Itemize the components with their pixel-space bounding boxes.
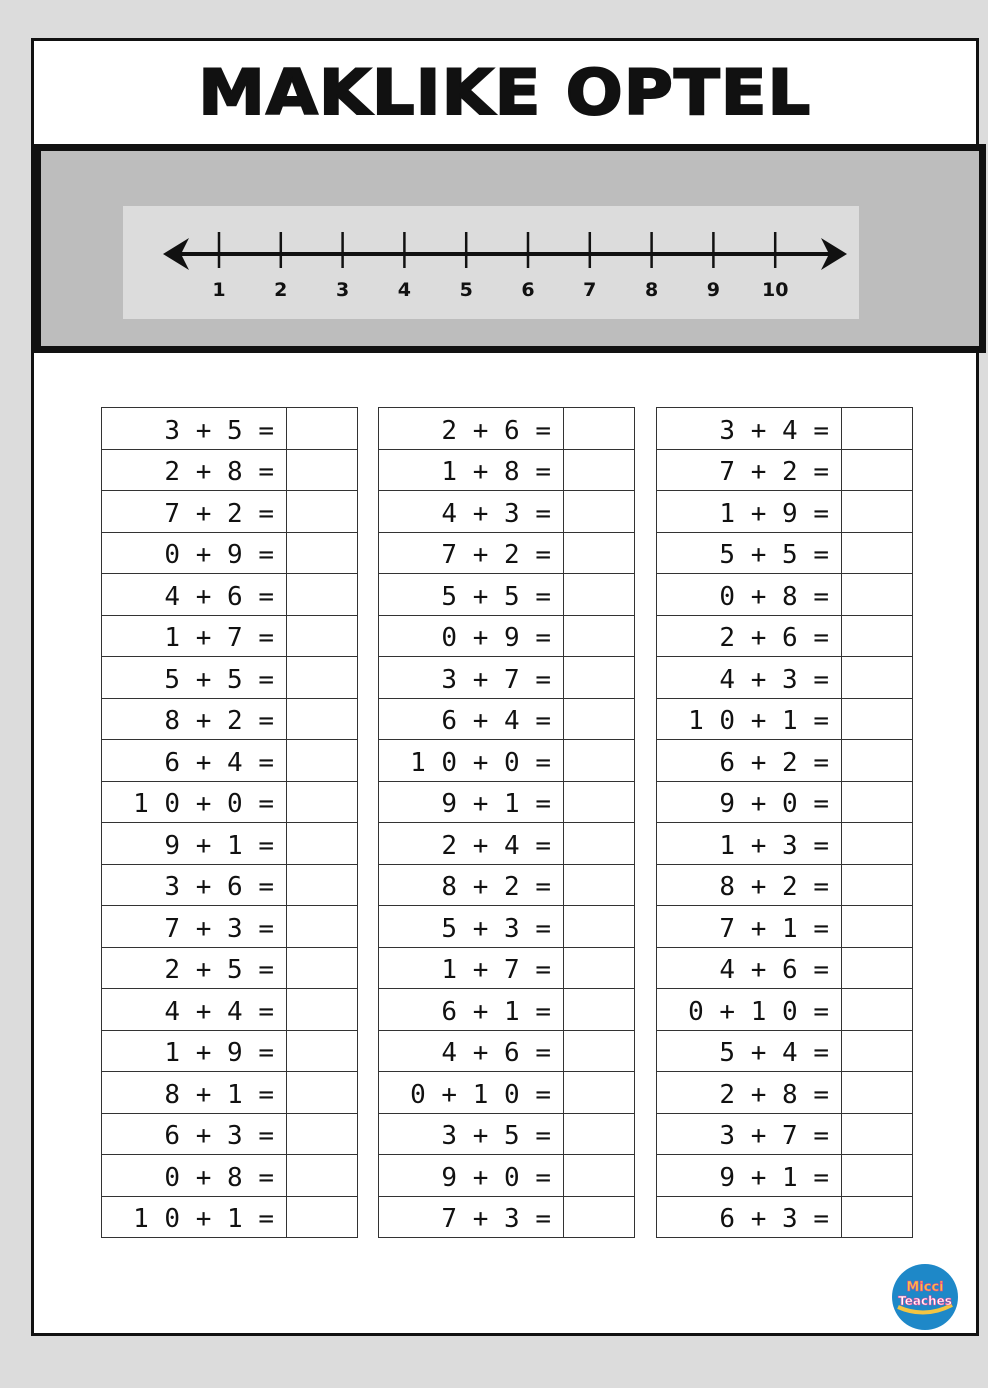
answer-box[interactable] [564,740,635,782]
problem-equation: 6 + 4 = [379,698,564,740]
logo-line1: Micci [906,1280,944,1295]
problem-row [379,408,635,450]
problem-equation: 2 + 6 = [379,408,564,450]
answer-box[interactable] [842,740,913,782]
problem-row [102,740,358,782]
problem-equation: 5 + 4 = [657,1030,842,1072]
problem-equation: 5 + 3 = [379,906,564,948]
answer-box[interactable] [287,1072,358,1114]
answer-box[interactable] [842,408,913,450]
problem-equation: 7 + 2 = [657,449,842,491]
answer-box[interactable] [287,1155,358,1197]
problem-row [657,615,913,657]
problem-equation: 1 + 9 = [102,1030,287,1072]
problem-row [102,408,358,450]
problem-equation: 2 + 8 = [657,1072,842,1114]
problem-equation: 3 + 5 = [379,1113,564,1155]
problem-equation: 2 + 4 = [379,823,564,865]
problem-equation: 1 + 9 = [657,491,842,533]
answer-box[interactable] [287,657,358,699]
answer-box[interactable] [842,532,913,574]
problem-row [379,906,635,948]
answer-box[interactable] [287,574,358,616]
problem-equation: 8 + 2 = [379,864,564,906]
answer-box[interactable] [564,574,635,616]
problem-equation: 1 0 + 0 = [102,781,287,823]
problem-equation: 9 + 1 = [102,823,287,865]
problem-equation: 4 + 6 = [379,1030,564,1072]
problem-row [102,989,358,1031]
answer-box[interactable] [287,491,358,533]
problem-equation: 1 + 8 = [379,449,564,491]
problem-row [379,823,635,865]
answer-box[interactable] [842,781,913,823]
problem-row [102,1030,358,1072]
problem-row [102,698,358,740]
problem-row [657,740,913,782]
answer-box[interactable] [842,574,913,616]
problem-row [657,823,913,865]
problem-equation: 1 0 + 1 = [102,1196,287,1238]
answer-box[interactable] [287,947,358,989]
answer-box[interactable] [564,1113,635,1155]
problem-columns [34,41,976,1333]
answer-box[interactable] [564,906,635,948]
answer-box[interactable] [287,740,358,782]
problem-row [657,1030,913,1072]
problem-row [657,989,913,1031]
answer-box[interactable] [564,615,635,657]
problem-row [102,657,358,699]
problem-equation: 9 + 0 = [657,781,842,823]
answer-box[interactable] [287,906,358,948]
answer-box[interactable] [564,864,635,906]
problem-equation: 9 + 0 = [379,1155,564,1197]
answer-box[interactable] [564,491,635,533]
problem-column-3 [656,407,913,1238]
problem-row [379,615,635,657]
answer-box[interactable] [842,947,913,989]
problem-equation: 5 + 5 = [379,574,564,616]
answer-box[interactable] [287,449,358,491]
problem-row [102,449,358,491]
problem-row [379,864,635,906]
number-line-label: 1 [212,279,226,301]
answer-box[interactable] [287,698,358,740]
problem-row [379,491,635,533]
problem-equation: 9 + 1 = [657,1155,842,1197]
answer-box[interactable] [842,698,913,740]
number-line-label: 5 [459,279,473,301]
answer-box[interactable] [564,823,635,865]
answer-box[interactable] [842,449,913,491]
answer-box[interactable] [287,1196,358,1238]
answer-box[interactable] [842,1072,913,1114]
answer-box[interactable] [842,1155,913,1197]
problem-row [379,532,635,574]
problem-equation: 6 + 1 = [379,989,564,1031]
answer-box[interactable] [564,1030,635,1072]
problem-row [657,906,913,948]
problem-row [379,740,635,782]
problem-equation: 4 + 3 = [657,657,842,699]
answer-box[interactable] [287,615,358,657]
answer-box[interactable] [842,657,913,699]
problem-equation: 3 + 4 = [657,408,842,450]
answer-box[interactable] [287,1030,358,1072]
number-line-label: 4 [397,279,412,301]
problem-equation: 8 + 2 = [657,864,842,906]
problem-row [379,657,635,699]
problem-equation: 0 + 1 0 = [379,1072,564,1114]
answer-box[interactable] [842,1196,913,1238]
problem-equation: 1 0 + 1 = [657,698,842,740]
problem-row [657,408,913,450]
problem-row [102,615,358,657]
problem-row [102,906,358,948]
answer-box[interactable] [842,1030,913,1072]
answer-box[interactable] [842,906,913,948]
problem-row [379,989,635,1031]
answer-box[interactable] [564,781,635,823]
answer-box[interactable] [564,947,635,989]
problem-row [102,781,358,823]
answer-box[interactable] [842,615,913,657]
logo-line2: Teaches [898,1294,952,1308]
problem-equation: 6 + 3 = [657,1196,842,1238]
problem-row [657,947,913,989]
problem-row [379,449,635,491]
problem-row [657,1196,913,1238]
problem-row [657,657,913,699]
problem-row [657,1113,913,1155]
problem-row [379,574,635,616]
problem-row [379,1072,635,1114]
problem-row [379,1155,635,1197]
problem-equation: 5 + 5 = [102,657,287,699]
problem-row [102,823,358,865]
problem-equation: 1 + 7 = [379,947,564,989]
problem-row [102,1155,358,1197]
answer-box[interactable] [564,408,635,450]
answer-box[interactable] [842,1113,913,1155]
problem-row [657,574,913,616]
problem-row [379,781,635,823]
problem-equation: 1 + 3 = [657,823,842,865]
problem-equation: 4 + 3 = [379,491,564,533]
answer-box[interactable] [564,1155,635,1197]
problem-equation: 0 + 8 = [657,574,842,616]
problem-equation: 3 + 7 = [379,657,564,699]
problem-row [379,1196,635,1238]
problem-row [657,532,913,574]
problem-row [102,574,358,616]
problem-row [102,947,358,989]
problem-equation: 6 + 3 = [102,1113,287,1155]
problem-row [657,781,913,823]
number-line-label: 8 [644,279,659,301]
number-line-label: 6 [521,279,535,301]
number-line-label: 9 [706,279,721,301]
problem-equation: 0 + 1 0 = [657,989,842,1031]
problem-column-2 [378,407,635,1238]
problem-equation: 6 + 2 = [657,740,842,782]
problem-row [102,491,358,533]
problem-row [102,1113,358,1155]
problem-equation: 0 + 9 = [102,532,287,574]
problem-equation: 7 + 3 = [379,1196,564,1238]
problem-equation: 7 + 2 = [379,532,564,574]
problem-column-1 [101,407,358,1238]
answer-box[interactable] [287,781,358,823]
problem-row [379,947,635,989]
problem-equation: 7 + 1 = [657,906,842,948]
problem-equation: 5 + 5 = [657,532,842,574]
answer-box[interactable] [287,989,358,1031]
worksheet-page [31,38,979,1336]
answer-box[interactable] [842,864,913,906]
problem-equation: 6 + 4 = [102,740,287,782]
problem-row [102,1072,358,1114]
problem-row [657,698,913,740]
answer-box[interactable] [287,864,358,906]
problem-equation: 3 + 5 = [102,408,287,450]
answer-box[interactable] [842,491,913,533]
worksheet-title: MAKLIKE OPTEL [198,56,812,129]
answer-box[interactable] [564,449,635,491]
answer-box[interactable] [564,532,635,574]
problem-equation: 8 + 1 = [102,1072,287,1114]
problem-row [102,532,358,574]
answer-box[interactable] [287,532,358,574]
problem-equation: 3 + 7 = [657,1113,842,1155]
problem-equation: 0 + 8 = [102,1155,287,1197]
problem-row [657,1072,913,1114]
answer-box[interactable] [842,823,913,865]
brand-logo [888,1261,962,1331]
number-line-label: 7 [583,279,597,301]
problem-row [102,864,358,906]
problem-row [657,864,913,906]
number-line-label: 2 [274,279,288,301]
answer-box[interactable] [564,657,635,699]
problem-row [102,1196,358,1238]
problem-equation: 2 + 8 = [102,449,287,491]
problem-equation: 2 + 6 = [657,615,842,657]
problem-equation: 7 + 3 = [102,906,287,948]
problem-equation: 4 + 4 = [102,989,287,1031]
problem-row [657,449,913,491]
answer-box[interactable] [564,989,635,1031]
answer-box[interactable] [842,989,913,1031]
answer-box[interactable] [287,823,358,865]
answer-box[interactable] [287,1113,358,1155]
problem-equation: 0 + 9 = [379,615,564,657]
problem-row [657,491,913,533]
problem-equation: 2 + 5 = [102,947,287,989]
problem-row [379,1113,635,1155]
number-line-label: 3 [335,279,350,301]
problem-row [379,1030,635,1072]
answer-box[interactable] [564,1196,635,1238]
problem-equation: 1 + 7 = [102,615,287,657]
answer-box[interactable] [287,408,358,450]
problem-equation: 4 + 6 = [102,574,287,616]
problem-row [379,698,635,740]
problem-equation: 1 0 + 0 = [379,740,564,782]
problem-equation: 8 + 2 = [102,698,287,740]
problem-equation: 7 + 2 = [102,491,287,533]
answer-box[interactable] [564,698,635,740]
problem-row [657,1155,913,1197]
problem-equation: 4 + 6 = [657,947,842,989]
problem-equation: 3 + 6 = [102,864,287,906]
problem-equation: 9 + 1 = [379,781,564,823]
number-line-label: 10 [761,279,789,301]
answer-box[interactable] [564,1072,635,1114]
